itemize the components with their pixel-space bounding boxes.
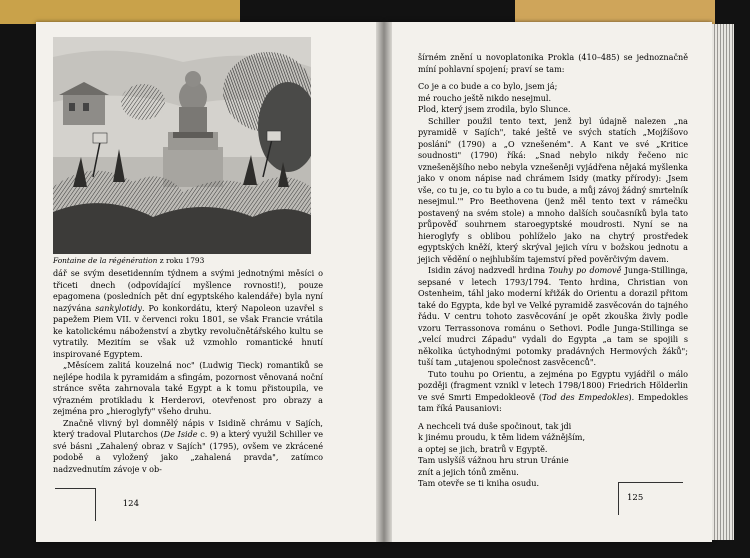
paragraph: „Měsícem zalitá kouzelná noc" (Ludwig Tieck) romantiků se nejlépe hodila k pyramidám a sfingám, pozornost věnovaná noční stránce světa zahrnovala také Egypt a k tomu přistoupila, ve výrazném protikladu k Herderovi, otevřenost pro obrazy a zejména pro „hieroglyfy" všeho druhu. xyxy=(53,360,323,416)
left-page-number: 124 xyxy=(122,499,139,509)
cover-edge-right xyxy=(515,0,715,24)
italic-term: Touhy po domově xyxy=(548,265,622,275)
cover-edge-left xyxy=(0,0,240,24)
engraving-illustration xyxy=(53,37,311,254)
text-span: Junga-Stillinga, sepsané v letech 1793/1794. Tento hrdina, Christian von Ostenheim, táhl jako moderní křižák do Orientu a dorazil přitom také do Egypta, kde byl ve Velké pyramidě zasvěcován do tajného řádu. V centru tohoto zasvěcování je opět zkouška živly podle vzoru Terrassonova románu o Sethovi. Podle Junga-Stillinga se „velcí mudrci Západu" vydali do Egypta „a tam se spojili s několika úctyhodnými potomky pradávných Hermových žáků"; tuší tam „utajenou společnost zasvěcenců". xyxy=(418,265,688,367)
paragraph xyxy=(418,369,688,415)
text-span: ). Empedokles tam říká Pausaniovi: xyxy=(418,391,689,413)
italic-term: sankylotidy xyxy=(95,302,142,313)
italic-term: De Iside xyxy=(163,429,198,439)
verse-line: k jinému proudu, k těm lidem vážnějším, xyxy=(418,432,586,442)
caption-title: Fontaine de la régénération xyxy=(53,256,158,265)
verse-line: Tam otevře se ti kniha osudu. xyxy=(418,478,540,488)
paragraph xyxy=(418,265,688,369)
verse-line: Plod, který jsem zrodila, bylo Slunce. xyxy=(418,104,571,114)
verse-line: znít a jejich tónů změnu. xyxy=(418,466,519,477)
image-caption xyxy=(53,256,313,266)
italic-term: Tod des Empedokles xyxy=(542,391,629,402)
text-span: . Po konkordátu, který Napoleon uzavřel s papežem Piem VII. v červenci roku 1801, se však Francie vrátila ke katolickému náboženství a zbytky revolučnětářského kultu se vytratily. Mezitím se však už vzmohlo romantické hnutí inspirované Egyptem. xyxy=(53,302,323,359)
text-span: Isidin závoj nadzvedl hrdina xyxy=(428,265,549,275)
engraving-drawing xyxy=(53,37,311,254)
text-span: c. 9) a který využil Schiller ve své básni „Zahalený obraz v Sajích" (1795), ovšem ve zkrácené podobě a vyložený jako „zahalená pravda", zatímco nadzvednutím závoje v ob- xyxy=(53,429,324,474)
paragraph xyxy=(53,268,323,360)
right-page-text xyxy=(418,52,688,490)
left-page-text xyxy=(53,268,323,475)
right-page-content xyxy=(386,22,712,542)
right-page-number: 125 xyxy=(627,493,644,503)
paragraph: šírném znění u novoplatonika Prokla (410–485) se jednoznačně míní pohlavní spojení; praví se tam: xyxy=(418,52,688,74)
text-span: Tuto touhu po Orientu, a zejména po Egyptu vyjádřil o málo později (fragment vznikl v letech 1798/1800) Friedrich Hölderlin ve své Smrti Empedokleově ( xyxy=(418,368,688,402)
verse-line: A nechceli tvá duše spočinout, tak jdi xyxy=(418,420,572,431)
verse-line: Tam uslyšíš vážnou hru strun Uránie xyxy=(418,455,569,465)
verse-line: Co je a co bude a co bylo, jsem já; xyxy=(418,81,558,91)
right-page-number-frame xyxy=(618,482,683,515)
page-edges xyxy=(712,24,734,540)
verse-line: a optej se jich, bratrů v Egyptě. xyxy=(418,443,548,454)
left-page-number-frame xyxy=(55,488,139,521)
text-span: Značně vlivný byl domnělý nápis v Isidině chrámu v Sajích, který tradoval Plutarchos ( xyxy=(53,417,323,439)
text-span: dář se svým desetidenním týdnem a svými jednotnými měsíci o třiceti dnech (odpovídající myšlence rovnosti!), pouze epagomena (posledních pět dní egyptského kalendáře) byla nyní nazývána xyxy=(53,268,323,313)
verse-line: mé roucho ještě nikdo nesejmul. xyxy=(418,92,552,103)
caption-year: z roku 1793 xyxy=(157,256,205,265)
paragraph xyxy=(53,418,323,476)
paragraph: Schiller použil tento text, jenž byl údajně nalezen „na pyramidě v Sajích", také ještě ve svých statích „Mojžíšovo poslání" (1790) a „O vznešeném". A Kant ve své „Kritice soudnosti" (1790) říká: „Snad nebylo nikdy řečeno nic vznešenějšího nebo nebyla vznešeněji vyjádřena nějaká myšlenka jako v onom nápise nad chrámem Isidy (matky přírody): ‚Jsem vše, co tu je, co tu bylo a co tu bude, a můj závoj žádný smrtelník nesejmul.'" Pro Beethovena (jenž měl tento text v rámečku postavený na svém stole) a mnoho dalších současníků byla tato průpověď souhrnem staroegyptské moudrosti. Nyní se na hieroglyfy s oblibou pohlíželo jako na chytrý prostředek egyptských kněží, který skrýval jejich víru v božskou jednotu a jejich vědění o nejhlubším tajemství před pověrčivým davem. xyxy=(418,115,688,264)
